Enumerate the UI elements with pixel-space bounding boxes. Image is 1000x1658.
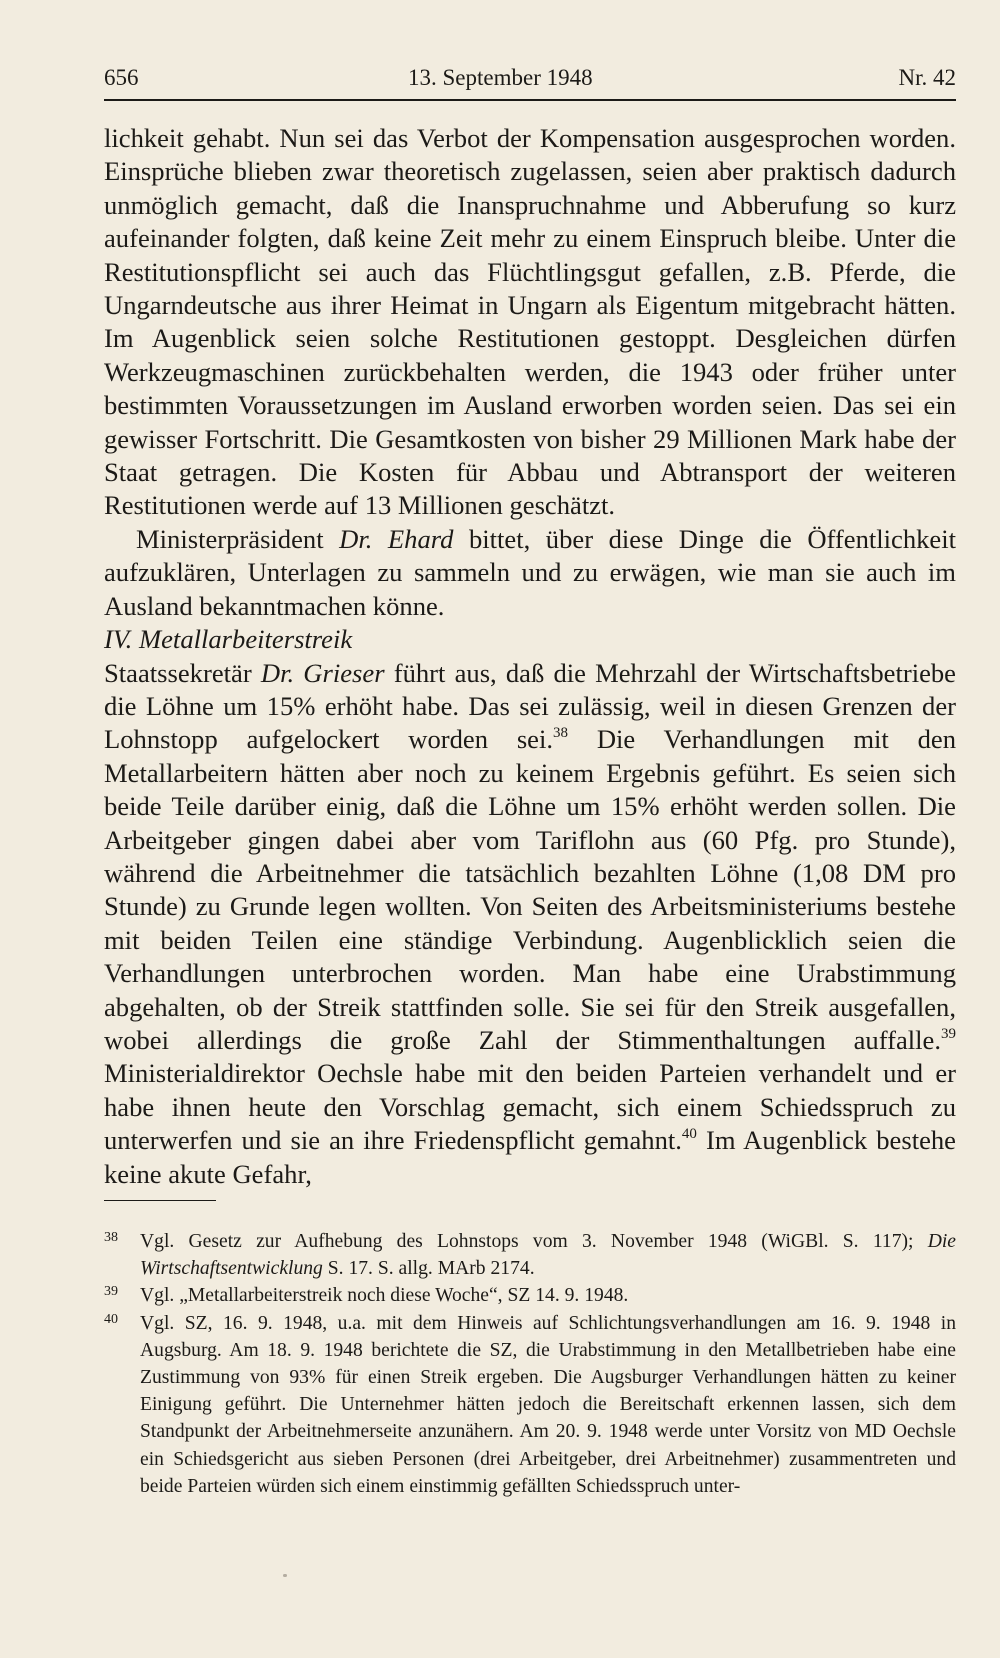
running-head-date: 13. September 1948 bbox=[408, 65, 593, 90]
footnote bbox=[104, 1228, 956, 1282]
text-run: Im Augenblick bestehe keine akute Gefahr, bbox=[104, 1125, 956, 1189]
footnote-reference: 38 bbox=[553, 725, 569, 742]
footnote bbox=[104, 1282, 956, 1309]
footnote-text: Vgl. SZ, 16. 9. 1948, u.a. mit dem Hinweis auf Schlichtungsverhandlungen am 16. 9. 1948 in Augsburg. Am 18. 9. 1948 berichtete die SZ, die Urabstimmung in den Metallbetrieben habe eine Zustimmung von 93% für einen Streik ergeben. Die Augsburger Verhandlungen hätten zu keiner Einigung geführt. Die Unternehmer hätten jedoch die Bereitschaft erkennen lassen, sich dem Standpunkt der Arbeitnehmerseite anzunähern. Am 20. 9. 1948 werde unter Vorsitz von MD Oechsle ein Schiedsgericht aus sieben Personen (drei Arbeitgeber, drei Arbeitnehmer) zusammentreten und beide Parteien würden sich einem einstimmig gefällten Schiedsspruch unter- bbox=[140, 1312, 956, 1497]
text-run: Die Verhandlungen mit den Metallarbeitern hätten aber noch zu keinem Ergebnis geführt. Es seien sich beide Teile darüber einig, daß die Löhne um 15% erhöht werden sollen. Die Arbeitgeber gingen dabei aber vom Tariflohn aus (60 Pfg. pro Stunde), während die Arbeitnehmer die tatsächlich bezahlten Löhne (1,08 DM pro Stunde) zu Grunde legen wollten. Von Seiten des Arbeitsministeriums bestehe mit beiden Teilen eine ständige Verbindung. Augenblicklich seien die Verhandlungen unterbrochen worden. Man habe eine Urabstimmung abgehalten, ob der Streik stattfinden solle. Sie sei für den Streik ausgefallen, wobei allerdings die große Zahl der Stimmenthaltungen auffalle. bbox=[104, 724, 956, 1055]
header-rule bbox=[104, 99, 956, 101]
text-run: Ministerpräsident bbox=[136, 523, 340, 554]
footnote bbox=[104, 1310, 956, 1500]
person-name: Dr. Ehard bbox=[339, 523, 454, 554]
body-text bbox=[104, 122, 956, 1191]
person-name: Dr. Grieser bbox=[260, 657, 385, 688]
text-run: bittet, über diese Dinge die Öffentlichkeit aufzuklären, Unterlagen zu sammeln und zu erwägen, wie man sie auch im Ausland bekanntmachen könne. bbox=[104, 523, 957, 621]
running-head bbox=[104, 60, 956, 96]
footnotes bbox=[104, 1228, 956, 1500]
paper-speck bbox=[283, 1574, 287, 1577]
issue-number: Nr. 42 bbox=[898, 65, 956, 90]
footnote-title: Die Wirtschaftsentwicklung bbox=[140, 1231, 956, 1280]
footnote-text: S. 17. S. allg. MArb 2174. bbox=[322, 1258, 535, 1280]
paragraph bbox=[104, 657, 956, 1192]
paragraph: lichkeit gehabt. Nun sei das Verbot der Kompensation ausgesprochen worden. Einsprüche blieben zwar theoretisch zugelassen, seien aber praktisch dadurch unmöglich gemacht, daß die Inanspruchnahme und Abberufung so kurz aufeinander folgten, daß keine Zeit mehr zu einem Einspruch bleibe. Unter die Restitutionspflicht sei auch das Flüchtlingsgut gefallen, z.B. Pferde, die Ungarndeutsche aus ihrer Heimat in Ungarn als Eigentum mitgebracht hätten. Im Augenblick seien solche Restitutionen gestoppt. Desgleichen dürfen Werkzeugmaschinen zurückbehalten werden, die 1943 oder früher unter bestimmten Voraussetzungen im Ausland erworben worden seien. Das sei ein gewisser Fortschritt. Die Gesamtkosten von bisher 29 Millionen Mark habe der Staat getragen. Die Kosten für Abbau und Abtransport der weiteren Restitutionen werde auf 13 Millionen geschätzt. bbox=[104, 123, 956, 521]
text-run: Staatssekretär bbox=[104, 657, 261, 688]
paragraph bbox=[104, 523, 956, 623]
text-run: Ministerialdirektor Oechsle habe mit den beiden Parteien verhandelt und er habe ihnen heute den Vorschlag gemacht, sich einem Schiedsspruch zu unterwerfen und sie an ihre Friedenspflicht gemahnt. bbox=[104, 1058, 956, 1156]
footnote-number: 40 bbox=[104, 1311, 118, 1327]
footnote-text: Vgl. „Metallarbeiterstreik noch diese Woche“, SZ 14. 9. 1948. bbox=[140, 1285, 629, 1307]
footnote-number: 39 bbox=[104, 1284, 118, 1300]
text-run: führt aus, daß die Mehrzahl der Wirtschaftsbetriebe die Löhne um 15% erhöht habe. Das sei zulässig, weil in diesen Grenzen der Lohnstopp aufgelockert worden sei. bbox=[104, 657, 956, 755]
footnote-number: 38 bbox=[104, 1230, 118, 1245]
footnote-reference: 39 bbox=[941, 1025, 956, 1042]
footnote-reference: 40 bbox=[681, 1126, 697, 1143]
footnote-rule bbox=[104, 1200, 216, 1201]
page-number: 656 bbox=[104, 65, 139, 90]
footnote-text: Vgl. Gesetz zur Aufhebung des Lohnstops vom 3. November 1948 (WiGBl. S. 117); bbox=[140, 1231, 928, 1252]
section-heading: IV. Metallarbeiterstreik bbox=[104, 624, 353, 655]
